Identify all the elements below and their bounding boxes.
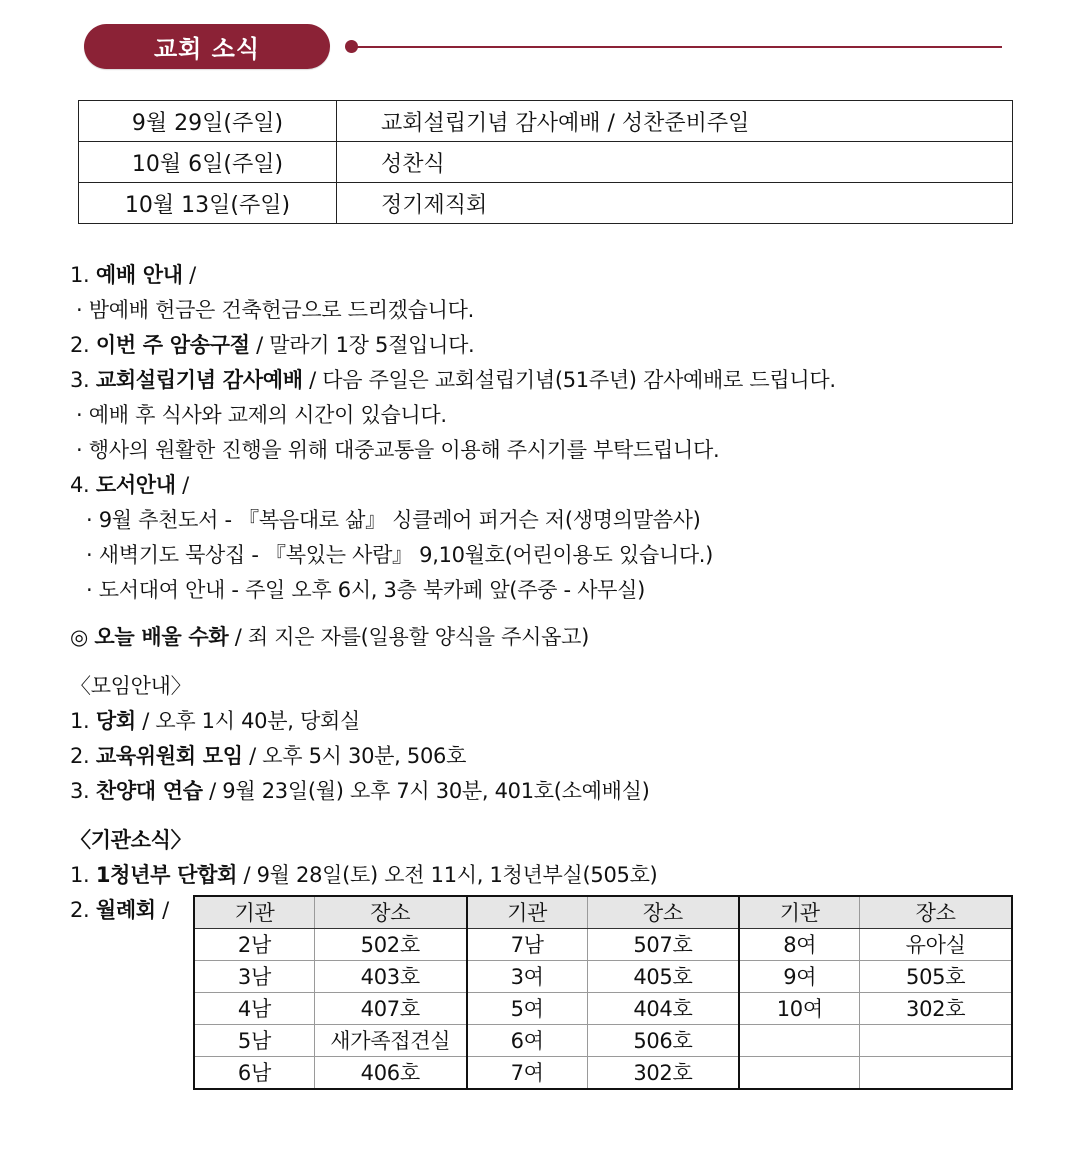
organization-item	[70, 858, 1030, 893]
meetings-heading: 〈모임안내〉	[70, 674, 192, 698]
spacer	[70, 608, 1030, 620]
schedule-date: 9월 29일(주일)	[79, 101, 337, 142]
table-cell	[860, 1025, 1012, 1057]
table-cell: 6여	[467, 1025, 587, 1057]
table-cell: 404호	[587, 993, 739, 1025]
notice-bullet: · 새벽기도 묵상집 - 『복있는 사람』 9,10월호(어린이용도 있습니다.)	[86, 543, 714, 567]
table-row	[79, 142, 1013, 183]
table-cell: 새가족접견실	[314, 1025, 466, 1057]
item-number: 2.	[70, 744, 90, 768]
table-cell: 8여	[739, 929, 859, 961]
table-cell	[739, 1025, 859, 1057]
table-row	[79, 101, 1013, 142]
notice-bullet: · 도서대여 안내 - 주일 오후 6시, 3층 북카페 앞(주중 - 사무실)	[86, 578, 646, 602]
meeting-item	[70, 774, 1030, 809]
item-number: 2.	[70, 333, 90, 357]
item-title: 예배 안내	[95, 263, 183, 287]
table-cell: 507호	[587, 929, 739, 961]
item-text: / 오후 1시 40분, 당회실	[135, 709, 360, 733]
notice-bullet: · 9월 추천도서 - 『복음대로 삶』 싱클레어 퍼거슨 저(생명의말씀사)	[86, 508, 701, 532]
schedule-event: 정기제직회	[337, 183, 1013, 224]
organizations-heading: 〈기관소식〉	[70, 828, 192, 852]
table-cell: 403호	[314, 961, 466, 993]
table-cell: 10여	[739, 993, 859, 1025]
item-title: 도서안내	[95, 473, 176, 497]
item-number: 1.	[70, 863, 90, 887]
item-text: / 9월 28일(토) 오전 11시, 1청년부실(505호)	[237, 863, 658, 887]
column-header: 장소	[314, 896, 466, 929]
table-cell: 3여	[467, 961, 587, 993]
table-cell: 2남	[194, 929, 314, 961]
meeting-item	[70, 704, 1030, 739]
table-cell: 5남	[194, 1025, 314, 1057]
item-number: 1.	[70, 709, 90, 733]
item-title: 교육위원회 모임	[95, 744, 243, 768]
schedule-date: 10월 13일(주일)	[79, 183, 337, 224]
notice-item-memory-verse	[70, 328, 1030, 363]
notices	[70, 258, 1030, 1091]
monthly-meeting-table	[193, 895, 1013, 1090]
notice-sign-language	[70, 620, 1030, 655]
notice-bullet: · 밤예배 헌금은 건축헌금으로 드리겠습니다.	[76, 298, 474, 322]
table-cell: 505호	[860, 961, 1012, 993]
column-header: 장소	[587, 896, 739, 929]
table-cell: 9여	[739, 961, 859, 993]
item-text: / 말라기 1장 5절입니다.	[249, 333, 475, 357]
table-cell: 7남	[467, 929, 587, 961]
section-header	[84, 24, 1004, 70]
table-row	[79, 183, 1013, 224]
table-cell: 405호	[587, 961, 739, 993]
schedule-event: 교회설립기념 감사예배 / 성찬준비주일	[337, 101, 1013, 142]
item-text: / 다음 주일은 교회설립기념(51주년) 감사예배로 드립니다.	[302, 368, 836, 392]
table-cell: 5여	[467, 993, 587, 1025]
item-text: / 죄 지은 자를(일용할 양식을 주시옵고)	[228, 625, 589, 649]
table-cell	[739, 1057, 859, 1090]
table-header-row	[194, 896, 1012, 929]
item-number: 3.	[70, 368, 90, 392]
table-cell: 407호	[314, 993, 466, 1025]
spacer	[70, 809, 1030, 823]
column-header: 기관	[739, 896, 859, 929]
table-cell: 유아실	[860, 929, 1012, 961]
item-title: 월례회	[95, 898, 156, 922]
table-cell: 406호	[314, 1057, 466, 1090]
notice-item-anniversary	[70, 363, 1030, 398]
spacer	[70, 655, 1030, 669]
item-title: 교회설립기념 감사예배	[95, 368, 303, 392]
table-row	[194, 993, 1012, 1025]
table-cell: 506호	[587, 1025, 739, 1057]
notice-bullet: · 예배 후 식사와 교제의 시간이 있습니다.	[76, 403, 447, 427]
table-row	[194, 1057, 1012, 1090]
item-title: 이번 주 암송구절	[95, 333, 250, 357]
item-number: 1.	[70, 263, 90, 287]
table-cell: 3남	[194, 961, 314, 993]
table-cell: 302호	[587, 1057, 739, 1090]
item-title: 찬양대 연습	[95, 779, 203, 803]
item-separator: /	[182, 263, 196, 287]
table-cell	[860, 1057, 1012, 1090]
section-title: 교회 소식	[153, 35, 261, 63]
item-number: 2.	[70, 898, 90, 922]
table-cell: 4남	[194, 993, 314, 1025]
table-row	[194, 961, 1012, 993]
column-header: 장소	[860, 896, 1012, 929]
schedule-table	[78, 100, 1013, 224]
item-separator: /	[175, 473, 189, 497]
item-text: / 9월 23일(월) 오후 7시 30분, 401호(소예배실)	[202, 779, 650, 803]
item-text: / 오후 5시 30분, 506호	[242, 744, 467, 768]
double-circle-icon: ◎	[70, 625, 89, 649]
header-divider	[356, 46, 1002, 48]
table-cell: 6남	[194, 1057, 314, 1090]
organization-item	[70, 893, 169, 928]
notice-bullet: · 행사의 원활한 진행을 위해 대중교통을 이용해 주시기를 부탁드립니다.	[76, 438, 720, 462]
item-number: 3.	[70, 779, 90, 803]
item-title: 오늘 배울 수화	[94, 625, 229, 649]
notice-item-worship	[70, 258, 1030, 293]
table-cell: 7여	[467, 1057, 587, 1090]
item-title: 당회	[95, 709, 136, 733]
table-row	[194, 929, 1012, 961]
item-separator: /	[155, 898, 169, 922]
table-cell: 302호	[860, 993, 1012, 1025]
table-cell: 502호	[314, 929, 466, 961]
schedule-date: 10월 6일(주일)	[79, 142, 337, 183]
item-title: 1청년부 단합회	[95, 863, 238, 887]
item-number: 4.	[70, 473, 90, 497]
schedule-event: 성찬식	[337, 142, 1013, 183]
monthly-meeting-section	[70, 893, 1030, 1091]
meeting-item	[70, 739, 1030, 774]
column-header: 기관	[194, 896, 314, 929]
table-row	[194, 1025, 1012, 1057]
column-header: 기관	[467, 896, 587, 929]
notice-item-books	[70, 468, 1030, 503]
section-title-badge	[84, 24, 330, 69]
